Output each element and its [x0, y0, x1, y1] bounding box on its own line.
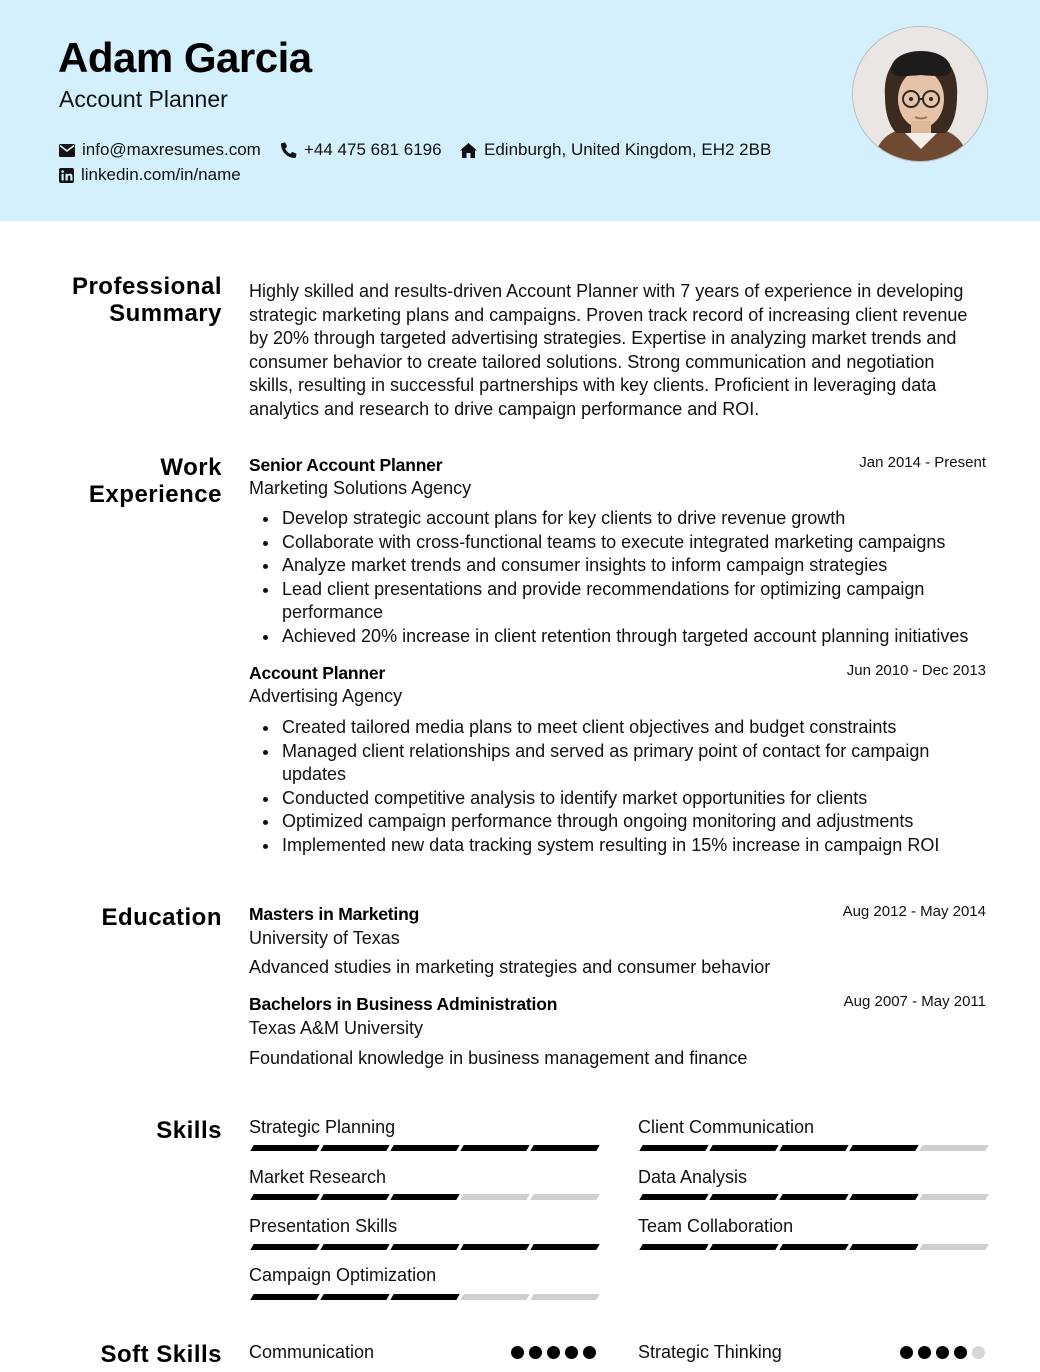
- list-item: Analyze market trends and consumer insights to inform campaign strategies: [282, 554, 982, 578]
- list-item: Implemented new data tracking system resulting in 15% increase in campaign ROI: [282, 834, 982, 858]
- soft-skill-rating: [511, 1346, 601, 1359]
- skill-segment-filled: [849, 1194, 918, 1200]
- envelope-icon: [59, 144, 75, 157]
- rating-dot-filled: [954, 1346, 967, 1359]
- skill-segment-filled: [390, 1294, 459, 1300]
- header-banner: [0, 0, 1040, 221]
- list-item: Lead client presentations and provide recommendations for optimizing campaign performance: [282, 578, 982, 625]
- skill-segment-filled: [849, 1145, 918, 1151]
- degree-date: Aug 2007 - May 2011: [843, 993, 986, 1010]
- degree-description: Foundational knowledge in business management and finance: [249, 1048, 748, 1068]
- skill-name: Campaign Optimization: [249, 1265, 437, 1285]
- skill-segment-filled: [320, 1194, 389, 1200]
- summary-text: Highly skilled and results-driven Account Planner with 7 years of experience in developing strategic marketing plans and campaigns. Proven track record of increasing client revenue by 20% through targeted advertising strategies. Expertise in analyzing market trends and consumer behavior to create tailored solutions. Strong communication and negotiation skills, resulting in successful partnerships with key clients. Proficient in leveraging data analytics and research to drive campaign performance and ROI.: [249, 281, 968, 419]
- skill-name: Team Collaboration: [638, 1216, 794, 1236]
- list-item: Achieved 20% increase in client retention through targeted account planning initiatives: [282, 625, 982, 649]
- skill-segment-filled: [320, 1294, 389, 1300]
- skill-segment-filled: [639, 1194, 708, 1200]
- job-org: Advertising Agency: [249, 686, 403, 706]
- candidate-name: Adam Garcia: [58, 34, 312, 81]
- skill-name: Client Communication: [638, 1117, 815, 1137]
- candidate-title: Account Planner: [59, 86, 228, 112]
- work-heading-line1: Work: [160, 454, 222, 481]
- skill-bar: [641, 1194, 991, 1200]
- contact-linkedin[interactable]: [59, 165, 241, 185]
- skill-segment-filled: [709, 1244, 778, 1250]
- list-item: Conducted competitive analysis to identify market opportunities for clients: [282, 787, 982, 811]
- home-icon: [460, 143, 477, 158]
- skill-segment-filled: [849, 1244, 918, 1250]
- skill-bar: [252, 1194, 602, 1200]
- skill-segment-empty: [530, 1194, 599, 1200]
- school-name: Texas A&M University: [249, 1018, 424, 1038]
- skill-bar: [252, 1294, 602, 1300]
- skill-segment-filled: [530, 1244, 599, 1250]
- job-org: Marketing Solutions Agency: [249, 478, 472, 498]
- degree-title: Masters in Marketing: [249, 904, 420, 924]
- section-heading-education: Education: [101, 904, 222, 931]
- skill-segment-empty: [530, 1294, 599, 1300]
- list-item: Develop strategic account plans for key clients to drive revenue growth: [282, 507, 982, 531]
- skill-segment-filled: [460, 1244, 529, 1250]
- skill-segment-filled: [530, 1145, 599, 1151]
- skill-segment-empty: [460, 1194, 529, 1200]
- skill-segment-filled: [390, 1244, 459, 1250]
- skill-name: Market Research: [249, 1167, 387, 1187]
- job-bullets: [282, 716, 982, 858]
- rating-dot-filled: [511, 1346, 524, 1359]
- phone-icon: [281, 142, 297, 158]
- skill-segment-filled: [779, 1145, 848, 1151]
- skill-segment-filled: [779, 1194, 848, 1200]
- skill-segment-filled: [250, 1294, 319, 1300]
- profile-photo: [852, 26, 988, 162]
- skill-segment-filled: [639, 1145, 708, 1151]
- skill-segment-filled: [320, 1145, 389, 1151]
- linkedin-icon: [59, 168, 74, 183]
- list-item: Optimized campaign performance through ongoing monitoring and adjustments: [282, 810, 982, 834]
- skill-segment-filled: [250, 1244, 319, 1250]
- skill-bar: [641, 1145, 991, 1151]
- rating-dot-filled: [900, 1346, 913, 1359]
- contact-address: [460, 140, 771, 160]
- work-heading-line2: Experience: [88, 481, 222, 508]
- skill-segment-filled: [390, 1145, 459, 1151]
- job-bullets: [282, 507, 982, 649]
- skill-segment-filled: [250, 1194, 319, 1200]
- skill-name: Presentation Skills: [249, 1216, 398, 1236]
- skill-segment-filled: [250, 1145, 319, 1151]
- degree-description: Advanced studies in marketing strategies and consumer behavior: [249, 957, 771, 977]
- skill-bar: [252, 1145, 602, 1151]
- list-item: Created tailored media plans to meet client objectives and budget constraints: [282, 716, 982, 740]
- contact-email[interactable]: [59, 140, 261, 160]
- summary-heading-line1: Professional: [71, 273, 222, 300]
- skill-segment-empty: [919, 1244, 988, 1250]
- job-title: Senior Account Planner: [249, 455, 443, 475]
- skill-segment-filled: [779, 1244, 848, 1250]
- rating-dot-filled: [583, 1346, 596, 1359]
- rating-dot-filled: [529, 1346, 542, 1359]
- section-heading-work: [89, 454, 222, 508]
- skill-name: Data Analysis: [638, 1167, 748, 1187]
- list-item: Managed client relationships and served as primary point of contact for campaign updates: [282, 740, 982, 787]
- skill-segment-filled: [639, 1244, 708, 1250]
- skill-bar: [641, 1244, 991, 1250]
- rating-dot-empty: [972, 1346, 985, 1359]
- rating-dot-filled: [918, 1346, 931, 1359]
- section-heading-soft-skills: Soft Skills: [100, 1341, 222, 1368]
- section-heading-summary: [72, 273, 222, 327]
- job-date: Jan 2014 - Present: [859, 454, 986, 471]
- skill-segment-empty: [919, 1145, 988, 1151]
- linkedin-text: linkedin.com/in/name: [81, 165, 241, 184]
- degree-date: Aug 2012 - May 2014: [842, 903, 986, 920]
- soft-skill-name: Strategic Thinking: [638, 1342, 782, 1362]
- skill-segment-filled: [320, 1244, 389, 1250]
- contact-phone[interactable]: [281, 140, 442, 160]
- skill-segment-filled: [709, 1194, 778, 1200]
- summary-heading-line2: Summary: [109, 300, 222, 327]
- phone-text: +44 475 681 6196: [304, 140, 442, 159]
- skill-segment-filled: [390, 1194, 459, 1200]
- soft-skill-name: Communication: [249, 1342, 375, 1362]
- email-text: info@maxresumes.com: [82, 140, 261, 159]
- school-name: University of Texas: [249, 928, 400, 948]
- degree-title: Bachelors in Business Administration: [249, 994, 558, 1014]
- skill-segment-empty: [460, 1294, 529, 1300]
- address-text: Edinburgh, United Kingdom, EH2 2BB: [484, 140, 772, 159]
- skill-bar: [252, 1244, 602, 1250]
- rating-dot-filled: [936, 1346, 949, 1359]
- rating-dot-filled: [565, 1346, 578, 1359]
- rating-dot-filled: [547, 1346, 560, 1359]
- skill-segment-empty: [919, 1194, 988, 1200]
- list-item: Collaborate with cross-functional teams to execute integrated marketing campaigns: [282, 531, 982, 555]
- skill-name: Strategic Planning: [249, 1117, 396, 1137]
- skill-segment-filled: [460, 1145, 529, 1151]
- job-date: Jun 2010 - Dec 2013: [846, 662, 986, 679]
- skill-segment-filled: [709, 1145, 778, 1151]
- soft-skill-rating: [900, 1346, 990, 1359]
- job-title: Account Planner: [249, 663, 386, 683]
- section-heading-skills: Skills: [156, 1117, 222, 1144]
